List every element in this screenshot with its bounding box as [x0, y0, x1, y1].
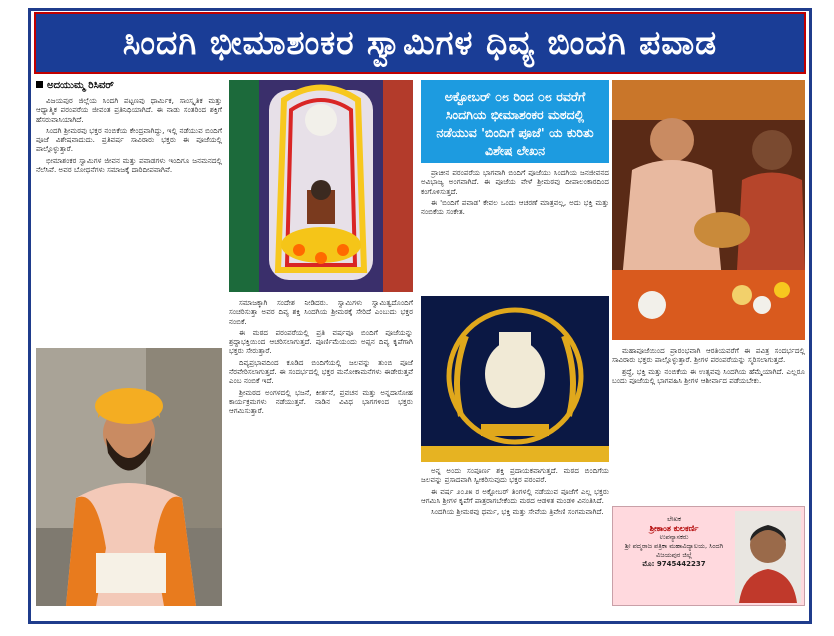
bullet-square-icon — [36, 81, 43, 88]
deity-illustration — [229, 80, 413, 292]
swami-portrait-photo — [36, 348, 222, 606]
author-org: ಶ್ರೀ ಪದ್ಮರಾಜ ಪತ್ರಿಕಾ ಮಹಾವಿದ್ಯಾಲಯ, ಸಿಂದಗಿ — [624, 542, 724, 550]
author-portrait-photo — [735, 511, 801, 603]
author-district: ವಿಜಯಪುರ ಜಿಲ್ಲೆ — [656, 551, 692, 559]
paragraph: ಈ ವರ್ಷ ೨೦೨೫ ರ ಅಕ್ಟೋಬರ್ ತಿಂಗಳಲ್ಲಿ ನಡೆಯುವ ಪೂಜೆಗೆ ಎಲ್ಲ ಭಕ್ತರು ಆಗಮಿಸಿ ಶ್ರೀಗಳ ಕೃಪೆಗೆ ಪಾತ್ರರಾಗಬೇಕೆಂದು ಮಠದ ಆಡಳಿತ ಮಂಡಳಿ ವಿನಂತಿಸಿದೆ. — [421, 486, 609, 505]
byline — [36, 80, 222, 94]
author-name: ಶ್ರೀಕಾಂತ ಕುಲಕರ್ಣಿ — [649, 524, 699, 533]
deity-idol-photo — [229, 80, 413, 292]
article-column-1 — [36, 96, 222, 344]
headline-banner: ಸಿಂದಗಿ ಭೀಮಾಶಂಕರ ಸ್ವಾಮಿಗಳ ಧಿವ್ಯ ಬಿಂದಗಿ ಪವಾಡ — [34, 12, 806, 74]
paragraph: ಸಿಂದಗಿಯ ಶ್ರೀಮಠವು ಧರ್ಮ, ಭಕ್ತಿ ಮತ್ತು ಸೇವೆಯ ತ್ರಿವೇಣಿ ಸಂಗಮವಾಗಿದೆ. — [431, 507, 604, 517]
paragraph: ಸಿಂದಗಿ ಶ್ರೀಮಠವು ಭಕ್ತರ ನಂಬಿಕೆಯ ಕೇಂದ್ರವಾಗಿದ್ದು, ಇಲ್ಲಿ ನಡೆಯುವ ಬಿಂದಿಗೆ ಪೂಜೆ ವಿಶೇಷವಾದುದು. ಪ್ರತಿವರ್ಷ ಸಾವಿರಾರು ಭಕ್ತರು ಈ ಪೂಜೆಯಲ್ಲಿ ಪಾಲ್ಗೊಳ್ಳುತ್ತಾರೆ. — [36, 125, 222, 154]
article-column-2 — [229, 298, 413, 606]
paragraph: ಶ್ರೀಮಠದ ಅಂಗಳದಲ್ಲಿ ಭಜನೆ, ಕೀರ್ತನೆ, ಪ್ರವಚನ ಮತ್ತು ಅನ್ನದಾಸೋಹ ಕಾರ್ಯಕ್ರಮಗಳು ನಡೆಯುತ್ತವೆ. ನಾಡಿನ ವಿವಿಧ ಭಾಗಗಳಿಂದ ಭಕ್ತರು ಆಗಮಿಸುತ್ತಾರೆ. — [229, 387, 413, 416]
paragraph: ಅನ್ನ ಅಂದು ಸಂಪೂರ್ಣ ಶಕ್ತಿ ಪ್ರದಾಯಕವಾಗುತ್ತದೆ. ಮಠದ ಬಿಂದಿಗೆಯ ಜಲವನ್ನು ಪ್ರಸಾದವಾಗಿ ಸ್ವೀಕರಿಸುವುದು ಭಕ್ತರ ಪರಂಪರೆ. — [421, 466, 609, 485]
paragraph: ದಿವ್ಯಪ್ರಭಾವದಿಂದ ಕೂಡಿದ ಬಿಂದಿಗೆಯಲ್ಲಿ ಜಲವನ್ನು ತುಂಬಿ ಪೂಜೆ ನೆರವೇರಿಸಲಾಗುತ್ತದೆ. ಈ ಸಂದರ್ಭದಲ್ಲಿ ಭಕ್ತರ ಮನೋಕಾಮನೆಗಳು ಈಡೇರುತ್ತವೆ ಎಂಬ ನಂಬಿಕೆ ಇದೆ. — [229, 357, 413, 386]
byline-text: ಅದಯುಮ್ಮ ರಿಸಿವರ್ — [47, 80, 114, 91]
paragraph: ಮಹಾಪೂಜೆಯಿಂದ ಪ್ರಾರಂಭವಾಗಿ ಆರತಿಯವರೆಗೆ ಈ ಪವಿತ್ರ ಸಂದರ್ಭದಲ್ಲಿ ಸಾವಿರಾರು ಭಕ್ತರು ಪಾಲ್ಗೊಳ್ಳುತ್ತಾರೆ. ಶ್ರೀಗಳ ಪರಂಪರೆಯನ್ನು ಸ್ಮರಿಸಲಾಗುತ್ತದೆ. — [612, 346, 805, 365]
author-details — [619, 515, 729, 569]
paragraph: ಶ್ರದ್ಧೆ, ಭಕ್ತಿ ಮತ್ತು ನಂಬಿಕೆಯ ಈ ಉತ್ಸವವು ಸಿಂದಗಿಯ ಹೆಮ್ಮೆಯಾಗಿದೆ. ಎಲ್ಲರೂ ಬಂದು ಪೂಜೆಯಲ್ಲಿ ಭಾಗವಹಿಸಿ ಶ್ರೀಗಳ ಆಶೀರ್ವಾದ ಪಡೆಯಬೇಕು. — [612, 366, 805, 385]
paragraph: ಈ 'ಬಿಂದಿಗೆ ಪವಾಡ' ಕೇವಲ ಒಂದು ಆಚರಣೆ ಮಾತ್ರವಲ್ಲ, ಅದು ಭಕ್ತಿ ಮತ್ತು ನಂಬಿಕೆಯ ಸಂಕೇತ. — [421, 197, 609, 217]
abhisheka-ritual-photo — [612, 80, 805, 340]
ritual-illustration — [612, 80, 805, 340]
emblem-illustration — [421, 296, 609, 462]
author-label: ಲೇಖಕ — [666, 515, 681, 523]
article-column-4 — [612, 346, 805, 502]
article-column-3-bottom — [421, 466, 609, 606]
paragraph: ಭೀಮಾಶಂಕರ ಸ್ವಾಮಿಗಳ ಜೀವನ ಮತ್ತು ಪವಾಡಗಳು ಇಂದಿಗೂ ಜನಮನದಲ್ಲಿ ನೆಲೆಸಿವೆ. ಅವರ ಬೋಧನೆಗಳು ಸಮಾಜಕ್ಕೆ ದಾರಿದೀಪವಾಗಿವೆ. — [36, 155, 222, 175]
paragraph: ಸಮಾಜಕ್ಕಾಗಿ ಸಂದೇಶ ನೀಡಿದರು. ಸ್ವಾಮಿಗಳು ಸ್ವಾಮಿತ್ವದೊಂದಿಗೆ ಸಂಚರಿಸುತ್ತಾ ಅವರ ದಿವ್ಯ ಶಕ್ತಿ ಸಿಂದಗಿಯ ಶ್ರೀಮಠಕ್ಕೆ ಸೇರಿದೆ ಎಂಬುದು ಭಕ್ತರ ನಂಬಿಕೆ. — [229, 298, 413, 326]
callout-box: ಅಕ್ಟೋಬರ್ ೦೮ ರಿಂದ ೦೮ ರವರೆಗೆ ಸಿಂದಗಿಯ ಭೀಮಾಶಂಕರ ಮಠದಲ್ಲಿ ನಡೆಯುವ 'ಬಿಂದಿಗೆ ಪೂಜೆ' ಯ ಕುರಿತು ವಿಶೇಷ ಲೇಖನ — [421, 80, 609, 163]
paragraph: ಪ್ರಾಚೀನ ಪರಂಪರೆಯ ಭಾಗವಾಗಿ ಬಿಂದಿಗೆ ಪೂಜೆಯು ಸಿಂದಗಿಯ ಜನಜೀವನದ ಅವಿಭಾಜ್ಯ ಅಂಗವಾಗಿದೆ. ಈ ಪೂಜೆಯ ವೇಳೆ ಶ್ರೀಮಠವು ದೀಪಾಲಂಕಾರದಿಂದ ಕಂಗೊಳಿಸುತ್ತದೆ. — [421, 168, 609, 196]
author-box — [612, 506, 805, 606]
paragraph: ವಿಜಯಪುರ ಜಿಲ್ಲೆಯ ಸಿಂದಗಿ ಪಟ್ಟಣವು ಧಾರ್ಮಿಕ, ಸಾಂಸ್ಕೃತಿಕ ಮತ್ತು ಆಧ್ಯಾತ್ಮಿಕ ಪರಂಪರೆಯ ಜೀವಂತ ಪ್ರತಿನಿಧಿಯಾಗಿದೆ. ಈ ನಾಡು ಸಂತರಿಂದ ಶಕ್ತಿಗೆ ಹೆಸರುವಾಸಿಯಾಗಿದೆ. — [36, 96, 222, 124]
matha-bindige-emblem — [421, 296, 609, 462]
author-phone: ಮೊ: 9745442237 — [642, 560, 706, 568]
author-portrait-illustration — [735, 511, 801, 603]
paragraph: ಈ ಮಠದ ಪರಂಪರೆಯಲ್ಲಿ ಪ್ರತಿ ವರ್ಷವೂ ಬಿಂದಿಗೆ ಪೂಜೆಯನ್ನು ಶ್ರದ್ಧಾಭಕ್ತಿಯಿಂದ ಆಚರಿಸಲಾಗುತ್ತದೆ. ಪೂರ್ಣಿಮೆಯಂದು ಅಪ್ಪನ ದಿವ್ಯ ಕೃಪೆಗಾಗಿ ಭಕ್ತರು ಸೇರುತ್ತಾರೆ. — [229, 327, 413, 356]
swami-portrait-illustration — [36, 348, 222, 606]
article-column-3-top — [421, 168, 609, 288]
author-role: ಉಪನ್ಯಾಸಕರು — [659, 533, 689, 541]
